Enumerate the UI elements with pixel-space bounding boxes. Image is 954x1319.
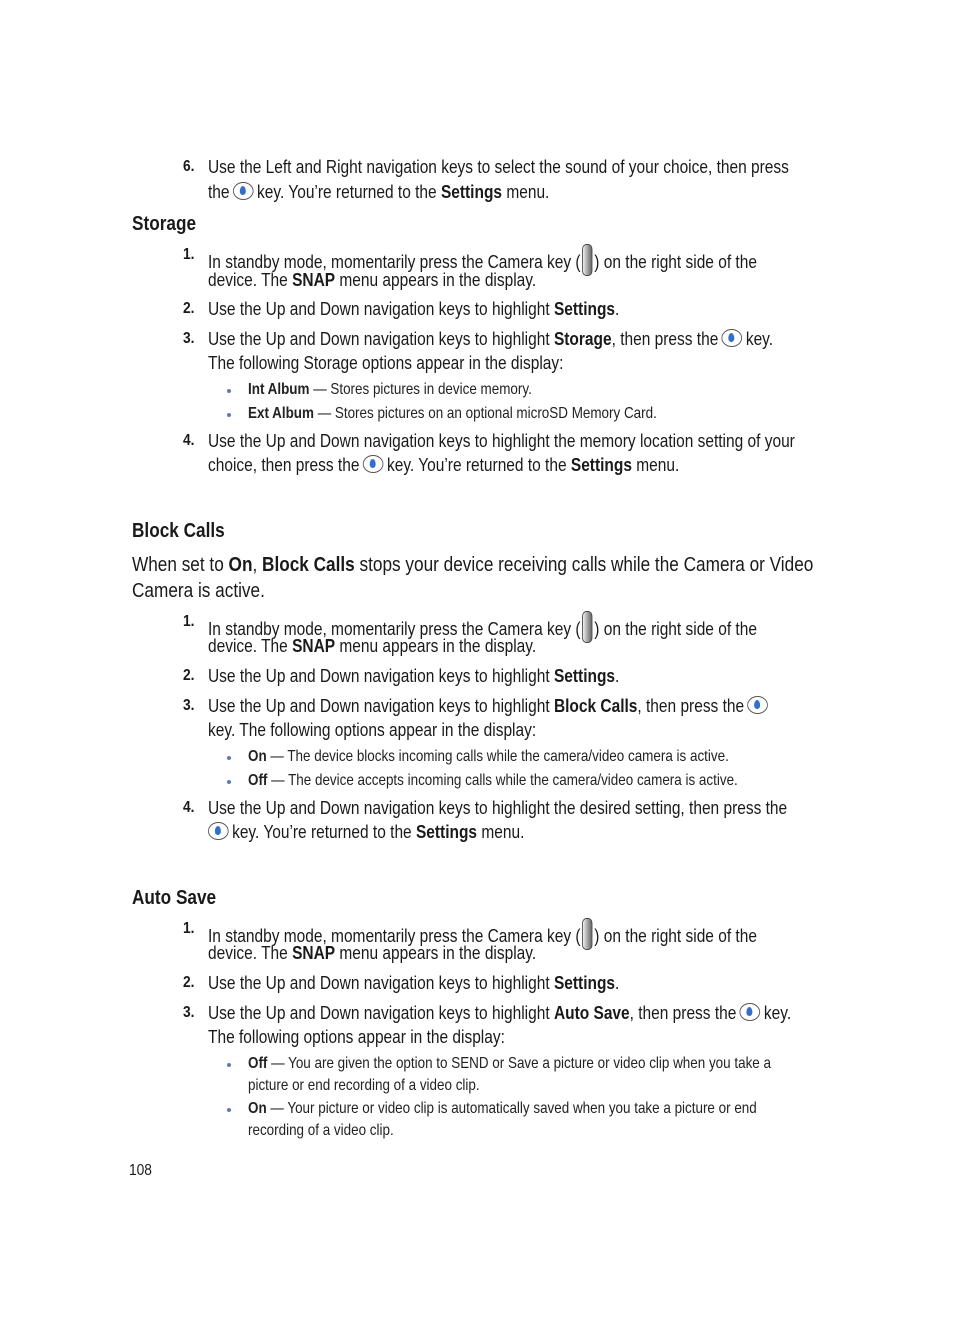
step-text: The following options appear in the display: xyxy=(208,1027,505,1047)
step-text: The following Storage options appear in the display: xyxy=(208,353,564,373)
ok-key-icon xyxy=(208,822,229,840)
bullet-icon xyxy=(227,1063,231,1067)
step-number: 2. xyxy=(183,667,195,684)
step-text: device. The SNAP menu appears in the display. xyxy=(208,943,537,963)
bullet-icon xyxy=(227,389,231,393)
ok-key-icon xyxy=(363,455,384,473)
step-text: device. The SNAP menu appears in the display. xyxy=(208,270,537,290)
option-item: On — Your picture or video clip is automatically saved when you take a picture or end xyxy=(248,1100,757,1117)
step-text: key. The following options appear in the display: xyxy=(208,720,537,740)
ok-key-icon xyxy=(748,696,769,714)
camera-key-icon xyxy=(582,611,592,643)
ok-key-icon xyxy=(740,1003,761,1021)
step-text: In standby mode, momentarily press the Camera key ( ) on the right side of the xyxy=(208,244,757,276)
page-number: 108 xyxy=(129,1162,152,1179)
ok-key-icon xyxy=(233,182,254,200)
step-number: 1. xyxy=(183,246,195,263)
step-text: Use the Up and Down navigation keys to highlight Block Calls, then press the xyxy=(208,695,772,717)
section-intro: Camera is active. xyxy=(132,580,265,602)
section-heading-storage: Storage xyxy=(132,213,197,235)
step-number: 2. xyxy=(183,300,195,317)
step-number: 6. xyxy=(183,158,195,175)
ok-key-icon xyxy=(722,329,743,347)
step-number: 3. xyxy=(183,697,195,714)
step-number: 3. xyxy=(183,330,195,347)
step-text: key. You’re returned to the Settings menu. xyxy=(208,821,524,843)
step-text: choice, then press the key. You’re returned to the Settings menu. xyxy=(208,455,680,475)
step-text: the key. You’re returned to the Settings menu. xyxy=(208,182,550,202)
step-number: 1. xyxy=(183,920,195,937)
step-text: In standby mode, momentarily press the Camera key ( ) on the right side of the xyxy=(208,918,757,950)
step-number: 1. xyxy=(183,613,195,630)
option-item-continued: recording of a video clip. xyxy=(248,1122,394,1139)
bullet-icon xyxy=(227,1108,231,1112)
step-text: Use the Up and Down navigation keys to highlight Auto Save, then press the key. xyxy=(208,1003,792,1023)
step-text: Use the Left and Right navigation keys to select the sound of your choice, then press xyxy=(208,157,789,177)
step-text: Use the Up and Down navigation keys to highlight the memory location setting of your xyxy=(208,431,795,451)
step-text: Use the Up and Down navigation keys to highlight Settings. xyxy=(208,299,620,319)
step-text: Use the Up and Down navigation keys to highlight Settings. xyxy=(208,666,620,686)
option-item: Ext Album — Stores pictures on an optional microSD Memory Card. xyxy=(248,405,657,422)
section-heading-auto-save: Auto Save xyxy=(132,887,217,909)
step-text: Use the Up and Down navigation keys to highlight Settings. xyxy=(208,973,620,993)
bullet-icon xyxy=(227,780,231,784)
step-text: device. The SNAP menu appears in the display. xyxy=(208,636,537,656)
option-item: Off — The device accepts incoming calls while the camera/video camera is active. xyxy=(248,772,738,789)
section-intro: When set to On, Block Calls stops your device receiving calls while the Camera or Video xyxy=(132,554,814,576)
step-number: 4. xyxy=(183,432,195,449)
camera-key-icon xyxy=(582,918,592,950)
section-heading-block-calls: Block Calls xyxy=(132,520,225,542)
step-text: Use the Up and Down navigation keys to highlight Storage, then press the key. xyxy=(208,329,774,349)
step-number: 3. xyxy=(183,1004,195,1021)
option-item: On — The device blocks incoming calls while the camera/video camera is active. xyxy=(248,748,729,765)
option-item-continued: picture or end recording of a video clip. xyxy=(248,1077,480,1094)
step-number: 2. xyxy=(183,974,195,991)
step-text: In standby mode, momentarily press the Camera key ( ) on the right side of the xyxy=(208,611,757,643)
camera-key-icon xyxy=(582,244,592,276)
step-number: 4. xyxy=(183,799,195,816)
option-item: Off — You are given the option to SEND or Save a picture or video clip when you take a xyxy=(248,1055,771,1072)
option-item: Int Album — Stores pictures in device memory. xyxy=(248,381,532,398)
step-text: Use the Up and Down navigation keys to highlight the desired setting, then press the xyxy=(208,798,788,818)
bullet-icon xyxy=(227,756,231,760)
bullet-icon xyxy=(227,413,231,417)
